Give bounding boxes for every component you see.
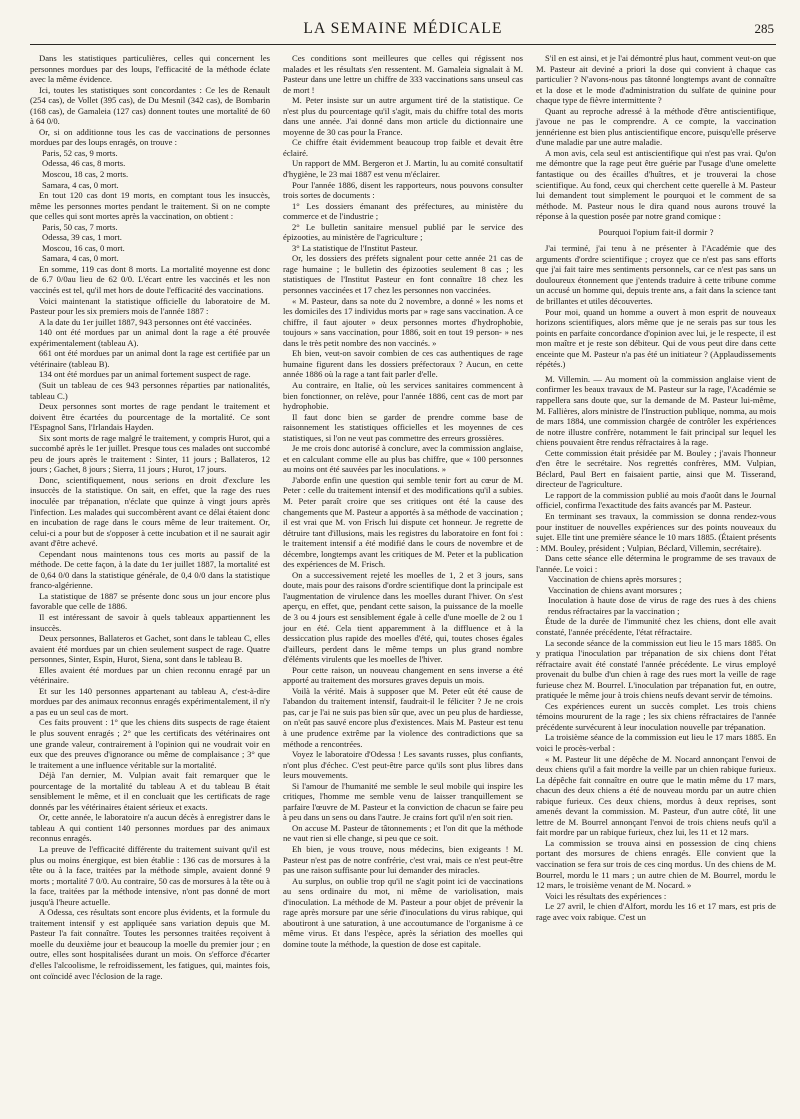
paragraph: Quant au reproche adressé à la méthode d'être antiscientifique, j'avoue ne pas le comprendre. A ce compte, la vaccination jennérienne est bien plus antiscientifique encore, puisqu'elle préserve d'une maladie par une autre maladie. — [536, 105, 776, 148]
paragraph: J'aborde enfin une question qui semble tenir fort au cœur de M. Peter : celle du traitement intensif et des modifications qu'il a subies. M. Peter paraît croire que ses critiques ont été la cause des changements que M. Pasteur a apportés à sa méthode de vaccination ; il est vrai que M. von Frisch lui dispute cet honneur. Je regrette de détruire tant d'illusions, mais les registres du laboratoire en font foi : le traitement intensif a été modifié dans le cours de novembre et de décembre, longtemps avant les critiques de M. Peter et la publication des expériences de M. Frisch. — [283, 474, 523, 570]
paragraph: Deux personnes sont mortes de rage pendant le traitement et doivent être écartées du pourcentage de la mortalité. Ce sont l'Espagnol Sans, l'Irlandais Hayden. — [30, 401, 270, 433]
paragraph: Il faut donc bien se garder de prendre comme base de raisonnement les statistiques officielles et les moyennes de ces statistiques, si l'on ne veut pas commettre des erreurs grossières. — [283, 411, 523, 443]
paragraph: Ces faits prouvent : 1° que les chiens dits suspects de rage étaient le plus souvent enragés ; 2° que les certificats des vétérinaires ont une grande valeur, contrairement à l'opinion qui ne voudrait voir en eux que des preuves d'ignorance ou même de complaisance ; 3° que le traitement a une influence véritable sur la mortalité. — [30, 717, 270, 770]
paragraph: Le rapport de la commission publié au mois d'août dans le Journal officiel, confirma l'exactitude des faits avancés par M. Pasteur. — [536, 489, 776, 511]
paragraph: Samara, 4 cas, 0 mort. — [42, 253, 119, 264]
column-1 — [30, 53, 270, 1115]
paragraph: La statistique de 1887 se présente donc sous un jour encore plus favorable que celle de 1886. — [30, 590, 270, 612]
paragraph: Eh bien, veut-on savoir combien de ces cas authentiques de rage humaine figurent dans les dossiers préfectoraux ? Aucun, en cette année 1886 où la rage a tant fait parler d'elle. — [283, 348, 523, 380]
paragraph: Au contraire, en Italie, où les services sanitaires commencent à bien fonctionner, on relève, pour l'année 1886, cent cas de mort par hydrophobie. — [283, 379, 523, 412]
paragraph: 3° La statistique de l'Institut Pasteur. — [292, 242, 418, 253]
paragraph: Six sont morts de rage malgré le traitement, y compris Hurot, qui a succombé après le 1er juillet. Presque tous ces malades ont succombé peu de jours après le traitement : Sinter, 11 jours ; Ballateros, 12 jours ; Gachet, 8 jours ; Sierra, 11 jours ; Hurot, 17 jours. — [30, 432, 270, 475]
paragraph: « M. Pasteur, dans sa note du 2 novembre, a donné » les noms et les domiciles des 17 individus morts par » rage sans vaccination. A ce chiffre, il faut ajouter » deux personnes mortes d'hydrophobie, toujours » sans vaccination, pour 1886, soit en tout 19 person- » nes dans le très petit nombre des non vaccinés. » — [283, 295, 523, 348]
paragraph: La troisième séance de la commission eut lieu le 17 mars 1885. En voici le procès-verbal : — [536, 732, 776, 753]
paragraph: En tout 120 cas dont 19 morts, en comptant tous les insuccès, même les personnes mortes pendant le traitement. Si on ne compte que celles qui sont mortes après la vaccination, on obtient : — [30, 190, 270, 222]
paragraph: Paris, 52 cas, 9 morts. — [42, 147, 118, 158]
paragraph: Cette commission était présidée par M. Bouley ; j'avais l'honneur d'en être le secrétaire. Nos regrettés confrères, MM. Vulpian, Béclard, Paul Bert en faisaient partie, ainsi que M. Tisserand, directeur de l'agriculture. — [536, 447, 776, 490]
paragraph: A mon avis, cela seul est antiscientifique qui n'est pas vrai. Qu'on me démontre que la rage peut être guérie par l'usage d'une omelette fantastique ou des écailles d'huîtres, et je trouverai la chose scientifique. Au fond, ceux qui cherchent cette querelle à M. Pasteur lui demandent tout simplement le pourquoi et le comment de sa méthode. M. Pasteur nous le dira quand nous aurons trouvé la réponse à la question posée par notre grand comique : — [536, 147, 776, 222]
paragraph: Elles avaient été mordues par un chien reconnu enragé par un vétérinaire. — [30, 664, 270, 686]
page-number: 285 — [754, 21, 774, 36]
paragraph: Ce chiffre était évidemment beaucoup trop faible et devait être éclairé. — [283, 137, 523, 158]
paragraph: Voici les résultats des expériences : — [545, 890, 667, 901]
paragraph: Le 27 avril, le chien d'Alfort, mordu les 16 et 17 mars, est pris de rage avec voix rabique. C'est un — [536, 901, 776, 922]
paragraph: Or, si on additionne tous les cas de vaccinations de personnes mordues par des loups enragés, on trouve : — [30, 126, 270, 148]
paragraph: (Suit un tableau de ces 943 personnes réparties par nationalités, tableau C.) — [30, 379, 270, 401]
paragraph: « M. Pasteur lit une dépêche de M. Nocard annonçant l'envoi de deux chiens qu'il a fait mordre la veille par un chien rabique furieux. La dépêche fait connaître en outre que le matin même du 17 mars, chacun des deux chiens a été de nouveau mordu par un autre chien rabique furieux. Ces deux chiens, mordus à deux reprises, sont amenés devant la commission. M. Pasteur, d'un autre côté, lit une lettre de M. Bourrel annonçant l'envoi de trois chiens neufs qu'il a fait mordre par un rabique furieux, chez lui, les 11 et 12 mars. — [536, 753, 776, 838]
paragraph: Je me crois donc autorisé à conclure, avec la commission anglaise, et en calculant comme elle au plus bas chiffre, que « 100 personnes au moins ont été sauvées par les inoculations. » — [283, 443, 523, 475]
paragraph: Vaccination de chiens avant morsures ; — [548, 584, 682, 595]
paragraph: Vaccination de chiens après morsures ; — [548, 574, 682, 585]
text-columns — [30, 53, 776, 1115]
paragraph: S'il en est ainsi, et je l'ai démontré plus haut, comment veut-on que M. Pasteur ait deviné a priori la dose qui convient à chaque cas particulier ? N'avons-nous pas tâtonné longtemps avant de connaître et la dose et le mode d'administration du sulfate de quinine pour chaque type de fièvre intermittente ? — [536, 53, 776, 106]
paragraph: Or, les dossiers des préfets signalent pour cette année 21 cas de rage humaine ; le bulletin des épizooties seulement 8 cas ; les statistiques de l'Institut Pasteur en font connaître 18 chez les personnes vaccinées et 17 chez les personnes non vaccinées. — [283, 253, 523, 296]
paragraph: En somme, 119 cas dont 8 morts. La mortalité moyenne est donc de 6.7 0/0au lieu de 62 0/0. L'écart entre les vaccinés et les non vaccinés est tel, qu'il met hors de doute l'efficacité des vaccinations. — [30, 263, 270, 296]
paragraph: Dans les statistiques particulières, celles qui concernent les personnes mordues par des loups, l'efficacité de la méthode éclate avec la même évidence. — [30, 53, 270, 85]
paragraph: Pour l'année 1886, disent les rapporteurs, nous pouvons consulter trois sortes de documents : — [283, 179, 523, 201]
column-3 — [536, 53, 776, 1115]
paragraph: Voici maintenant la statistique officielle du laboratoire de M. Pasteur pour les six premiers mois de l'année 1887 : — [30, 295, 270, 317]
paragraph: Ces expériences eurent un succès complet. Les trois chiens témoins moururent de la rage ; les six chiens réfractaires de l'année précédente survécurent à leur inoculation nouvelle par trépanation. — [536, 700, 776, 732]
paragraph: Pourquoi l'opium fait-il dormir ? — [598, 226, 714, 237]
paragraph: Ces conditions sont meilleures que celles qui régissent nos malades et les résultats s'en ressentent. M. Gamaleia signalait à M. Pasteur dans une lettre un chiffre de 333 vaccinations sans unseul cas de mort ! — [283, 53, 523, 95]
paragraph: Samara, 4 cas, 0 mort. — [42, 179, 119, 190]
paragraph: Étude de la durée de l'immunité chez les chiens, dont elle avait constaté, l'année précédente, l'état réfractaire. — [536, 616, 776, 637]
paragraph: Il est intéressant de savoir à quels tableaux appartiennent les insuccès. — [30, 611, 270, 633]
paragraph: Voyez le laboratoire d'Odessa ! Les savants russes, plus confiants, n'ont plus d'échec. C'est peut-être parce qu'ils sont plus libres dans leurs mouvements. — [283, 749, 523, 781]
paragraph: M. Villemin. — Au moment où la commission anglaise vient de confirmer les beaux travaux de M. Pasteur sur la rage, l'Académie se rappellera sans doute que, sur la demande de M. Pasteur lui-même, M. Fallières, alors ministre de l'Instruction publique, nomma, au mois de mars 1884, une commission chargée de contrôler les expériences de notre illustre confrère, notamment le fait principal sur lequel les chiens pouvaient être rendus réfractaires à la rage. — [536, 373, 776, 448]
paragraph: La seconde séance de la commission eut lieu le 15 mars 1885. On y pratiqua l'inoculation par trépanation de six chiens dont l'état réfractaire avait été constaté l'année précédente. Le virus employé provenait du bulbe d'un chien à rage des rues mort la veille de rage furieuse chez M. Bourrel. L'inoculation par trépanation fut, en outre, pratiquée le même jour à trois chiens neufs devant servir de témoins. — [536, 637, 776, 701]
paragraph: Odessa, 46 cas, 8 morts. — [42, 158, 126, 169]
paragraph: On accuse M. Pasteur de tâtonnements ; et l'on dit que la méthode ne vaut rien si elle change, si peu que ce soit. — [283, 822, 523, 844]
paragraph: M. Peter insiste sur un autre argument tiré de la statistique. Ce n'est plus du pourcentage qu'il s'agit, mais du chiffre total des morts dans une année. J'ai donné dans mon article du dictionnaire une moyenne de 30 cas pour la France. — [283, 95, 523, 137]
paragraph: Un rapport de MM. Bergeron et J. Martin, lu au comité consultatif d'hygiène, le 23 mai 1887 est venu m'éclairer. — [283, 158, 523, 180]
paragraph: 134 ont été mordues par un animal fortement suspect de rage. — [39, 369, 251, 380]
page-header — [30, 18, 776, 45]
paragraph: A la date du 1er juillet 1887, 943 personnes ont été vaccinées. — [39, 316, 252, 327]
paragraph: Deux personnes, Ballateros et Gachet, sont dans le tableau C, elles avaient été mordues par un chien seulement suspect de rage. Quatre personnes, Sinter, Espin, Hurot, Siena, sont dans le tableau B. — [30, 633, 270, 665]
paragraph: 140 ont été mordues par un animal dont la rage a été prouvée expérimentalement (tableau A). — [30, 327, 270, 348]
paragraph: Eh bien, je vous trouve, nous médecins, bien exigeants ! M. Pasteur n'est pas de notre confrérie, c'est vrai, mais ce n'est peut-être pas une raison suffisante pour lui demander des miracles. — [283, 844, 523, 876]
paragraph: Déjà l'an dernier, M. Vulpian avait fait remarquer que le pourcentage de la mortalité du tableau A et du tableau B était sensiblement le même, et il en concluait que les certificats de rage donnés par les vétérinaires étaient sérieux et exacts. — [30, 770, 270, 812]
paragraph: Au surplus, on oublie trop qu'il ne s'agit point ici de vaccinations au sens ordinaire du mot, ni même de variolisation, mais d'inoculation. La méthode de M. Pasteur a pour objet de prévenir la rage après morsure par une série d'inoculations du virus rabique, qui aboutiront à une saturation, à une accoutumance de l'organisme à ce même virus. Et dans l'espèce, après la sériation des moelles qui domine toute la méthode, la question de dose est capitale. — [283, 875, 523, 949]
paragraph: Et sur les 140 personnes appartenant au tableau A, c'est-à-dire mordues par des animaux reconnus enragés expérimentalement, il n'y a pas eu un seul cas de mort. — [30, 685, 270, 717]
paragraph: Ici, toutes les statistiques sont concordantes : Ce les de Renault (254 cas), de Vollet (395 cas), de Du Mesnil (342 cas), de Bombarin (168 cas), de Gamaleia (127 cas) donnent toutes une mortalité de 60 à 64 0/0. — [30, 84, 270, 127]
paragraph: Or, cette année, le laboratoire n'a aucun décès à enregistrer dans le tableau A qui contient 140 personnes mordues par des animaux reconnus enragés. — [30, 812, 270, 844]
paragraph: 1° Les dossiers émanant des préfectures, au ministère du commerce et de l'industrie ; — [283, 200, 523, 222]
paragraph: Cependant nous maintenons tous ces morts au passif de la méthode. De cette façon, à la date du 1er juillet 1887, la mortalité est de 0,64 0/0 dans la statistique générale, de 0,4 0/0 dans la statistique franco-algérienne. — [30, 548, 270, 591]
paragraph: En terminant ses travaux, la commission se donna rendez-vous pour instituer de nouvelles expériences sur des points nouveaux du sujet. Elle tint une première séance le 10 mars 1885. (Étaient présents : MM. Bouley, président ; Vulpian, Béclard, Villemin, secrétaire). — [536, 510, 776, 553]
paragraph: Odessa, 39 cas, 1 mort. — [42, 232, 122, 243]
paragraph: La preuve de l'efficacité différente du traitement suivant qu'il est plus ou moins énergique, est bien établie : 136 cas de morsures à la tête ou à la face, traitées par la méthode simple, avaient donné 9 morts ; mortalité 7 0/0. Au contraire, 50 cas de morsures à la tête ou à la face, traitées par la méthode intensive, n'ont pas donné de mort jusqu'à l'heure actuelle. — [30, 844, 270, 907]
paragraph: 661 ont été mordues par un animal dont la rage est certifiée par un vétérinaire (tableau B). — [30, 348, 270, 369]
paragraph: On a successivement rejeté les moelles de 1, 2 et 3 jours, sans doute, mais pour des raisons d'ordre scientifique dont la principale est l'augmentation de virulence dans les moelles durant l'hiver. On s'est aperçu, en effet, que, pendant cette saison, la puissance de la moelle de 3 ou 4 jours est sensiblement égale à celle d'une moelle de 2 ou 1 jour en été. Cela tient apparemment à la diffluence et à la dessiccation plus rapide des moelles d'été, qui, toutes choses égales d'ailleurs, perdent dans le même temps un plus grand nombre d'éléments virulents que les moelles de l'hiver. — [283, 569, 523, 665]
paragraph: Dans cette séance elle détermina le programme de ses travaux de l'année. Le voici : — [536, 553, 776, 574]
paragraph: La commission se trouva ainsi en possession de cinq chiens portant des morsures de chiens enragés. Elle convient que la vaccination se fera sur trois de ces cinq mordus. Un des chiens de M. Bourrel, mordu le 11 mars ; un autre chien de M. Bourrel, mordu le 12 mars, le troisième venant de M. Nocard. » — [536, 837, 776, 891]
paragraph: Pour cette raison, un nouveau changement en sens inverse a été apporté au traitement des morsures graves depuis un mois. — [283, 664, 523, 686]
column-2 — [283, 53, 523, 1115]
paragraph: Si l'amour de l'humanité me semble le seul mobile qui inspire les critiques, l'homme me semble venu de laisser tranquillement se parfaire l'œuvre de M. Pasteur et la conviction de chacun se faire peu à peu dans un sens ou dans l'autre. Je crains fort qu'il n'en soit rien. — [283, 780, 523, 823]
paragraph: Moscou, 16 cas, 0 mort. — [42, 242, 125, 253]
paragraph: Voilà la vérité. Mais à supposer que M. Peter eût été cause de l'abandon du traitement intensif, faudrait-il le féliciter ? Je ne crois pas, car je l'ai ne suis pas bien sûr que, avec un peu plus de hardiesse, on n'eût pas sauvé encore plus d'existences. Mais M. Pasteur est tenu à une prudence extrême par la violence des contradictions que sa méthode a rencontrées. — [283, 685, 523, 749]
paragraph: 2° Le bulletin sanitaire mensuel publié par le service des épizooties, au ministère de l'agriculture ; — [283, 221, 523, 243]
paragraph: J'ai terminé, j'ai tenu à ne présenter à l'Académie que des arguments d'ordre scientifique ; croyez que ce n'est pas sans efforts que j'ai fait taire mes sentiments personnels, car ce n'est pas sans un douloureux étonnement que j'entends traduire à cette tribune comme un accusé un homme qui, depuis trente ans, a fait dans la science tant de brillantes et utiles découvertes. — [536, 243, 776, 307]
journal-title: LA SEMAINE MÉDICALE — [303, 20, 503, 37]
paragraph: A Odessa, ces résultats sont encore plus évidents, et la formule du traitement intensif y est appliquée sans variation depuis que M. Pasteur l'a fait connaître. Toutes les personnes traitées reçoivent à moelle du deuxième jour et beaucoup la moelle du premier jour ; en outre, elles sont hospitalisées durant un mois. On s'efforce d'écarter d'elles l'alcoolisme, le refroidissement, les fatigues, qui, maintes fois, ont coïncidé avec l'éclosion de la rage. — [30, 907, 270, 981]
paragraph: Pour moi, quand un homme a ouvert à mon esprit de nouveaux horizons scientifiques, alors même que je ne serais pas sur tous les points en parfaite concordance d'opinion avec lui, je le respecte, il est mon maître et je reste son débiteur. Qui de vous peut dire dans cette enceinte que M. Pasteur n'a pas été un initiateur ? (Applaudissements répétés.) — [536, 306, 776, 370]
paragraph: Donc, scientifiquement, nous serions en droit d'exclure les insuccès de la statistique. On sait, en effet, que la rage des rues inoculée par trépanation, n'éclate que quinze à vingt jours après l'infection. Les malades qui succombèrent avant ce délai étaient donc en incubation de rage dans le cours même de leur traitement. Or, celui-ci a pour but de s'opposer à cette incubation et il ne saurait agir avant d'être achevé. — [30, 474, 270, 549]
paragraph: Inoculation à haute dose de virus de rage des rues à des chiens rendus réfractaires par la vaccination ; — [548, 595, 776, 616]
paragraph: Paris, 50 cas, 7 morts. — [42, 221, 118, 232]
paragraph: Moscou, 18 cas, 2 morts. — [42, 169, 129, 180]
